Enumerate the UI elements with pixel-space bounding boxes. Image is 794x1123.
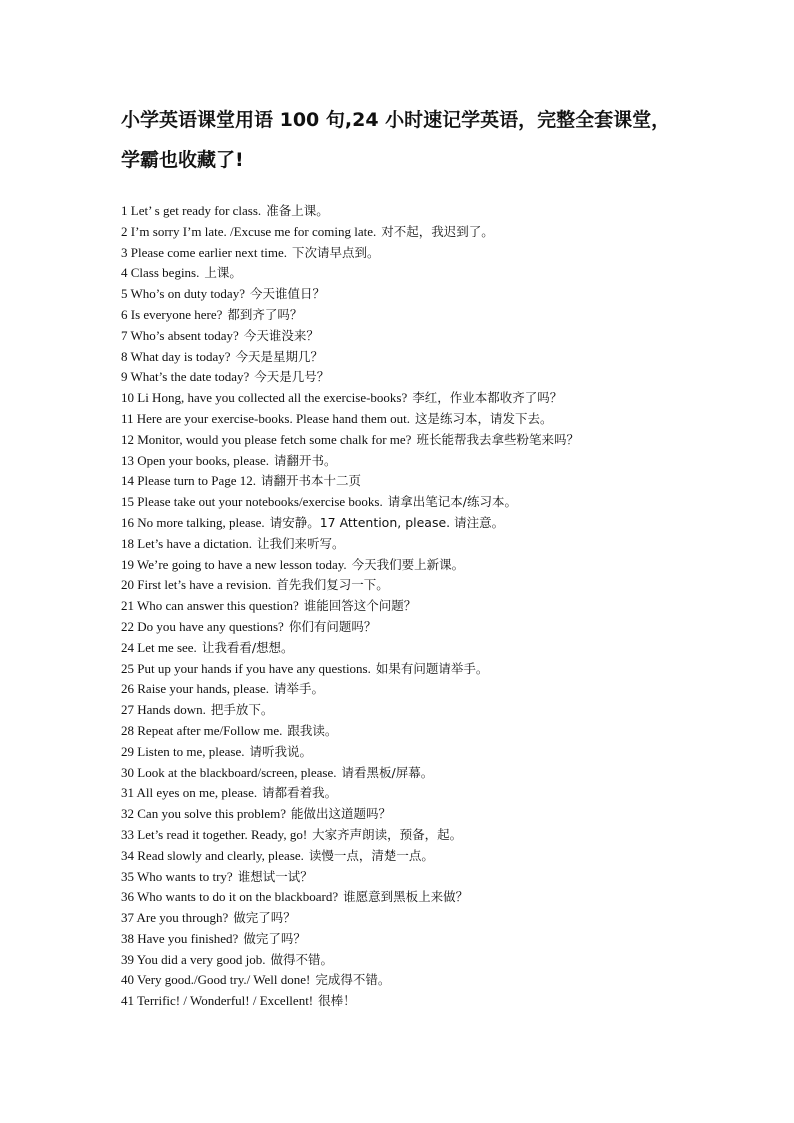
phrase-row xyxy=(121,367,761,388)
phrase-row xyxy=(121,825,761,846)
phrase-chinese: 很棒！ xyxy=(318,993,356,1009)
page-title xyxy=(121,100,701,180)
phrase-row xyxy=(121,908,761,929)
phrase-chinese: 都到齐了吗？ xyxy=(227,306,303,322)
phrase-english: 21 Who can answer this question? xyxy=(121,598,299,614)
phrase-row xyxy=(121,409,761,430)
phrase-row xyxy=(121,659,761,680)
phrase-chinese: 做完了吗？ xyxy=(233,910,296,926)
phrase-row xyxy=(121,534,761,555)
phrase-chinese: 请举手。 xyxy=(274,681,325,697)
phrase-chinese: 请看黑板/屏幕。 xyxy=(341,764,434,780)
phrase-row xyxy=(121,846,761,867)
phrase-chinese: 做完了吗？ xyxy=(243,930,306,946)
phrase-english: 31 All eyes on me, please. xyxy=(121,785,258,801)
phrase-english: 38 Have you finished? xyxy=(121,930,239,946)
phrase-chinese: 请都看着我。 xyxy=(262,785,338,801)
phrase-chinese: 对不起，我迟到了。 xyxy=(381,223,494,239)
phrase-row xyxy=(121,201,761,222)
phrase-row xyxy=(121,783,761,804)
phrase-english: 15 Please take out your notebooks/exercise books. xyxy=(121,494,383,510)
phrase-english: 5 Who’s on duty today? xyxy=(121,286,245,302)
phrase-chinese: 让我看看/想想。 xyxy=(201,639,294,655)
phrase-chinese: 谁能回答这个问题？ xyxy=(303,598,417,614)
phrase-row xyxy=(121,950,761,971)
phrase-row xyxy=(121,929,761,950)
phrase-chinese: 今天是几号？ xyxy=(254,369,330,385)
phrase-english: 33 Let’s read it together. Ready, go! xyxy=(121,826,308,842)
phrase-row xyxy=(121,326,761,347)
phrase-row xyxy=(121,970,761,991)
phrase-chinese: 请翻开书。 xyxy=(274,452,337,468)
phrase-row xyxy=(121,679,761,700)
phrase-chinese: 下次请早点到。 xyxy=(292,244,380,260)
phrase-row xyxy=(121,991,761,1012)
phrase-chinese: 把手放下。 xyxy=(210,702,274,718)
phrase-chinese: 读慢一点，清楚一点。 xyxy=(308,847,434,863)
page-title-line-1: 小学英语课堂用语 100 句,24 小时速记学英语，完整全套课堂， xyxy=(121,109,671,131)
phrase-chinese: 今天谁值日？ xyxy=(249,286,325,302)
phrase-english: 18 Let’s have a dictation. xyxy=(121,535,253,551)
phrase-english: 20 First let’s have a revision. xyxy=(121,577,272,593)
phrase-chinese: 谁愿意到黑板上来做？ xyxy=(343,889,469,905)
phrase-row xyxy=(121,430,761,451)
phrase-row xyxy=(121,471,761,492)
phrase-chinese: 上课。 xyxy=(204,265,242,281)
phrase-english: 10 Li Hong, have you collected all the exercise-books? xyxy=(121,390,408,406)
phrase-english: 14 Please turn to Page 12. xyxy=(121,473,257,489)
phrase-english: 24 Let me see. xyxy=(121,639,197,655)
phrase-english: 7 Who’s absent today? xyxy=(121,327,239,343)
phrase-english: 37 Are you through? xyxy=(121,910,229,926)
phrase-english: 25 Put up your hands if you have any questions. xyxy=(121,660,371,676)
phrase-row xyxy=(121,742,761,763)
phrase-english: 2 I’m sorry I’m late. /Excuse me for coming late. xyxy=(121,223,377,239)
phrase-row xyxy=(121,617,761,638)
phrase-chinese: 你们有问题吗？ xyxy=(288,618,377,634)
phrase-row xyxy=(121,263,761,284)
phrase-row xyxy=(121,867,761,888)
phrase-list xyxy=(121,201,761,1012)
phrase-row xyxy=(121,638,761,659)
phrase-row xyxy=(121,763,761,784)
phrase-chinese: 准备上课。 xyxy=(266,203,329,218)
phrase-chinese: 今天我们要上新课。 xyxy=(351,556,465,572)
phrase-row xyxy=(121,284,761,305)
phrase-row xyxy=(121,513,761,534)
phrase-chinese: 首先我们复习一下。 xyxy=(276,577,389,593)
phrase-row xyxy=(121,451,761,472)
phrase-row xyxy=(121,596,761,617)
phrase-english: 9 What’s the date today? xyxy=(121,369,250,385)
phrase-english: 27 Hands down. xyxy=(121,702,206,718)
phrase-chinese: 这是练习本，请发下去。 xyxy=(415,410,553,426)
phrase-english: 34 Read slowly and clearly, please. xyxy=(121,847,304,863)
phrase-chinese: 让我们来听写。 xyxy=(257,535,345,551)
phrase-english: 13 Open your books, please. xyxy=(121,452,270,468)
phrase-chinese: 今天谁没来？ xyxy=(243,327,319,343)
phrase-chinese: 请安静。17 Attention, please. 请注意。 xyxy=(269,514,505,530)
phrase-english: 29 Listen to me, please. xyxy=(121,743,245,759)
phrase-chinese: 跟我读。 xyxy=(287,722,338,738)
page-title-line-2: 学霸也收藏了! xyxy=(121,149,244,171)
phrase-chinese: 能做出这道题吗？ xyxy=(291,806,392,822)
phrase-english: 8 What day is today? xyxy=(121,348,231,364)
phrase-english: 3 Please come earlier next time. xyxy=(121,244,288,260)
phrase-chinese: 大家齐声朗读，预备，起。 xyxy=(312,826,463,842)
phrase-chinese: 如果有问题请举手。 xyxy=(375,660,489,676)
phrase-chinese: 班长能帮我去拿些粉笔来吗？ xyxy=(416,431,579,447)
phrase-chinese: 谁想试一试？ xyxy=(237,868,313,884)
phrase-chinese: 请听我说。 xyxy=(249,743,312,759)
phrase-row xyxy=(121,700,761,721)
phrase-english: 19 We’re going to have a new lesson today. xyxy=(121,556,347,572)
phrase-row xyxy=(121,222,761,243)
phrase-english: 28 Repeat after me/Follow me. xyxy=(121,722,283,738)
phrase-english: 41 Terrific! / Wonderful! / Excellent! xyxy=(121,993,314,1009)
phrase-row xyxy=(121,721,761,742)
phrase-chinese: 请翻开书本十二页 xyxy=(261,473,362,489)
phrase-row xyxy=(121,305,761,326)
phrase-english: 30 Look at the blackboard/screen, please. xyxy=(121,764,337,780)
phrase-english: 22 Do you have any questions? xyxy=(121,618,284,634)
phrase-english: 39 You did a very good job. xyxy=(121,951,266,967)
phrase-english: 1 Let’ s get ready for class. xyxy=(121,203,262,218)
phrase-row xyxy=(121,243,761,264)
phrase-row xyxy=(121,492,761,513)
phrase-chinese: 请拿出笔记本/练习本。 xyxy=(387,494,517,510)
phrase-chinese: 完成得不错。 xyxy=(315,972,391,988)
phrase-row xyxy=(121,804,761,825)
phrase-row xyxy=(121,887,761,908)
phrase-row xyxy=(121,388,761,409)
phrase-english: 12 Monitor, would you please fetch some chalk for me? xyxy=(121,431,412,447)
phrase-english: 36 Who wants to do it on the blackboard? xyxy=(121,889,339,905)
phrase-english: 16 No more talking, please. xyxy=(121,514,265,530)
phrase-chinese: 李红，作业本都收齐了吗？ xyxy=(412,390,563,406)
phrase-english: 32 Can you solve this problem? xyxy=(121,806,287,822)
phrase-english: 35 Who wants to try? xyxy=(121,868,233,884)
phrase-row xyxy=(121,555,761,576)
phrase-chinese: 今天是星期几？ xyxy=(235,348,324,364)
phrase-english: 40 Very good./Good try./ Well done! xyxy=(121,972,311,988)
phrase-english: 4 Class begins. xyxy=(121,265,200,281)
phrase-english: 11 Here are your exercise-books. Please hand them out. xyxy=(121,410,411,426)
phrase-english: 26 Raise your hands, please. xyxy=(121,681,270,697)
phrase-english: 6 Is everyone here? xyxy=(121,306,223,322)
phrase-row xyxy=(121,575,761,596)
phrase-row xyxy=(121,347,761,368)
phrase-chinese: 做得不错。 xyxy=(270,951,333,967)
